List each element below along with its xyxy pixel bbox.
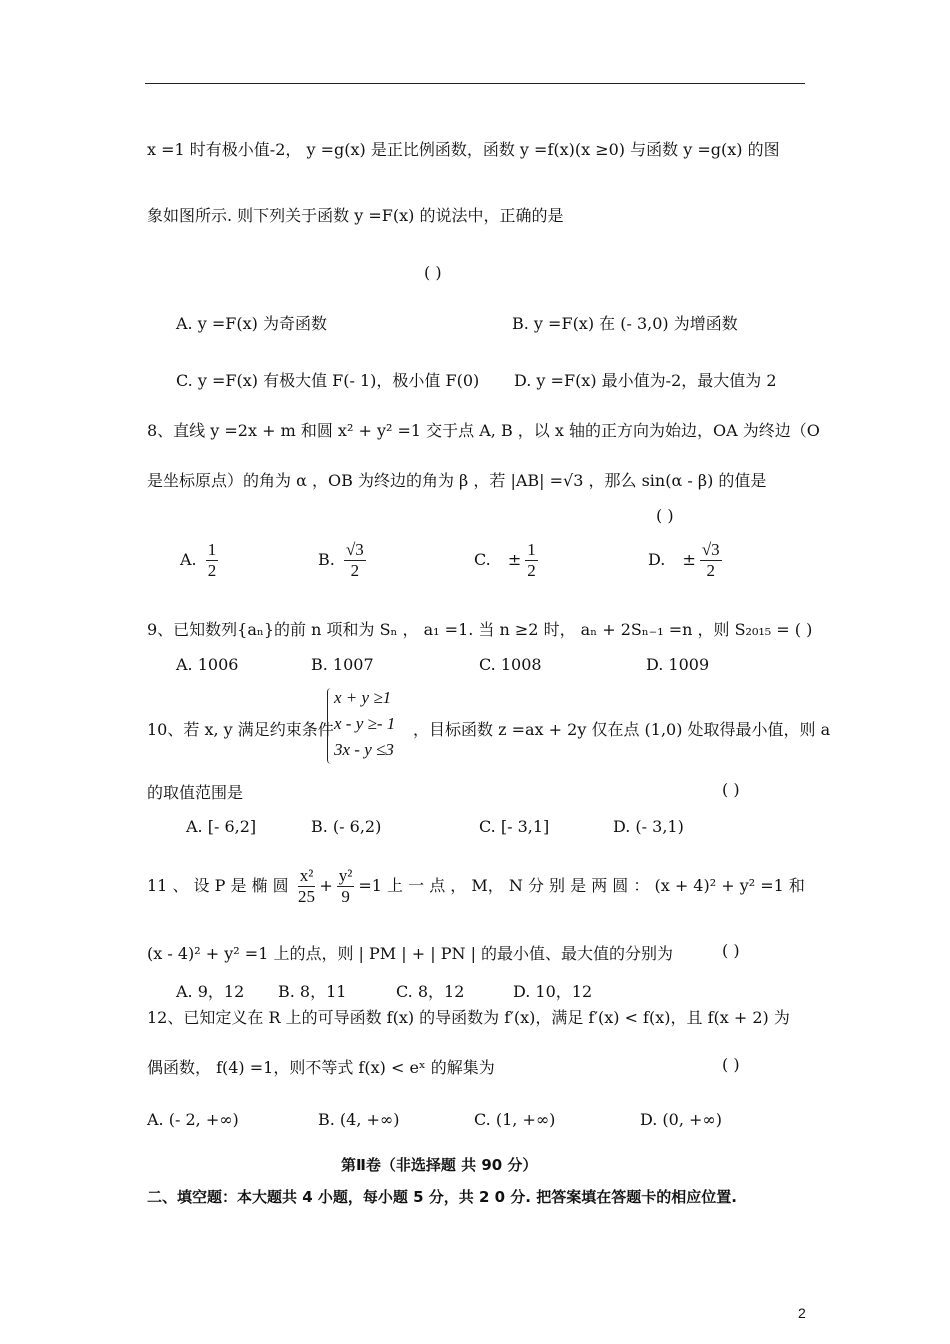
q10-line2: 的取值范围是 <box>147 783 244 802</box>
q11-option-d: D. 10，12 <box>513 982 593 1001</box>
q10-answer-paren: ( ) <box>722 780 740 799</box>
q8-option-a-label: A. <box>180 550 197 569</box>
q8-option-c: C. ± $\frac{1}{2}$ <box>474 540 536 580</box>
q7-answer-paren: ( ) <box>424 263 442 282</box>
q8-option-d: D. ± $\frac{√3}{2}$ <box>648 540 720 580</box>
q10-option-c: C. [- 3,1] <box>479 817 550 836</box>
q11-prefix: 11 、 设 P 是 椭 圆 <box>147 876 289 895</box>
q10-line-left: 10、若 x, y 满足约束条件 <box>147 720 334 739</box>
q11-line1: 11 、 设 P 是 椭 圆 $\frac{\text{x²}}{25}$ + $\frac{\text{y²}}{9}$ =1 上 一 点 ， M， N 分 别 是 两 圆 ： (x + 4)² + y² =1 和 <box>147 866 805 906</box>
section-title: 第Ⅱ卷（非选择题 共 90 分） <box>341 1156 538 1174</box>
q11-fraction-x: $\frac{\text{x²}}{25}$ <box>298 866 316 906</box>
q11-option-c: C. 8，12 <box>396 982 465 1001</box>
q11-suffix: =1 上 一 点 ， M， N 分 别 是 两 圆 ： (x + 4)² + y² =1 和 <box>358 876 805 895</box>
q7-option-b: B. y =F(x) 在 (- 3,0) 为增函数 <box>512 314 738 333</box>
q7-option-c: C. y =F(x) 有极大值 F(- 1)，极小值 F(0) <box>176 371 480 390</box>
q8-option-a-fraction: $\frac{1}{2}$ <box>207 540 217 580</box>
q10-option-d: D. (- 3,1) <box>613 817 684 836</box>
q8-option-b <box>318 540 370 581</box>
q8-option-d-fraction: $\frac{√3}{2}$ <box>701 540 720 580</box>
constraint-3: 3x - y ≤3 <box>334 740 394 759</box>
q12-option-a: A. (- 2, +∞) <box>147 1110 239 1129</box>
q12-option-c: C. (1, +∞) <box>474 1110 556 1129</box>
constraint-brace <box>327 688 334 764</box>
q8-option-b-fraction: $\frac{√3}{2}$ <box>345 540 364 580</box>
q10-option-a: A. [- 6,2] <box>186 817 257 836</box>
q12-answer-paren: ( ) <box>722 1055 740 1074</box>
q7-option-d: D. y =F(x) 最小值为-2，最大值为 2 <box>514 371 777 390</box>
q10-option-b: B. (- 6,2) <box>311 817 382 836</box>
q11-fraction-y: $\frac{\text{y²}}{9}$ <box>338 866 353 906</box>
constraint-1: x + y ≥1 <box>334 688 392 707</box>
q8-option-d-label: D. <box>648 550 666 569</box>
q11-answer-paren: ( ) <box>722 941 740 960</box>
q8-answer-paren: ( ) <box>656 506 674 525</box>
constraint-2: x - y ≥- 1 <box>334 714 396 733</box>
page-number: 2 <box>798 1305 806 1321</box>
q8-line2: 是坐标原点）的角为 α ，OB 为终边的角为 β ，若 |AB| =√3 ，那么 sin(α - β) 的值是 <box>147 471 767 490</box>
q11-line2: (x - 4)² + y² =1 上的点，则 | PM | + | PN | 的最小值、最大值的分别为 <box>147 944 674 963</box>
header-rule <box>145 83 805 84</box>
q8-line1: 8、直线 y =2x + m 和圆 x² + y² =1 交于点 A, B ，以 x 轴的正方向为始边，OA 为终边（O <box>147 421 820 440</box>
q10-line-right: ，目标函数 z =ax + 2y 仅在点 (1,0) 处取得最小值，则 a <box>413 720 831 739</box>
q7-line1: x =1 时有极小值-2， y =g(x) 是正比例函数，函数 y =f(x)(x ≥0) 与函数 y =g(x) 的图 <box>147 140 780 159</box>
q9-line1: 9、已知数列{aₙ}的前 n 项和为 Sₙ ， a₁ =1. 当 n ≥2 时， aₙ + 2Sₙ₋₁ =n ，则 S₂₀₁₅ = ( ) <box>147 620 813 639</box>
q9-option-a: A. 1006 <box>176 655 239 674</box>
q9-option-b: B. 1007 <box>311 655 374 674</box>
q9-option-d: D. 1009 <box>646 655 710 674</box>
q8-option-c-label: C. <box>474 550 491 569</box>
q8-option-a <box>180 540 222 581</box>
q12-line1: 12、已知定义在 R 上的可导函数 f(x) 的导函数为 f′(x)，满足 f′(x) < f(x)，且 f(x + 2) 为 <box>147 1008 790 1027</box>
q12-option-b: B. (4, +∞) <box>318 1110 400 1129</box>
q11-option-b: B. 8，11 <box>278 982 347 1001</box>
q12-line2: 偶函数， f(4) =1，则不等式 f(x) < eˣ 的解集为 <box>147 1058 495 1077</box>
q12-option-d: D. (0, +∞) <box>640 1110 722 1129</box>
section-instructions: 二、填空题：本大题共 4 小题，每小题 5 分，共 2 0 分. 把答案填在答题卡的相应位置. <box>147 1188 737 1206</box>
q7-option-a: A. y =F(x) 为奇函数 <box>176 314 327 333</box>
q11-option-a: A. 9，12 <box>176 982 245 1001</box>
q8-option-b-label: B. <box>318 550 335 569</box>
q7-line2: 象如图所示. 则下列关于函数 y =F(x) 的说法中，正确的是 <box>147 206 564 225</box>
q8-option-c-fraction: $\frac{1}{2}$ <box>527 540 536 580</box>
q9-option-c: C. 1008 <box>479 655 542 674</box>
